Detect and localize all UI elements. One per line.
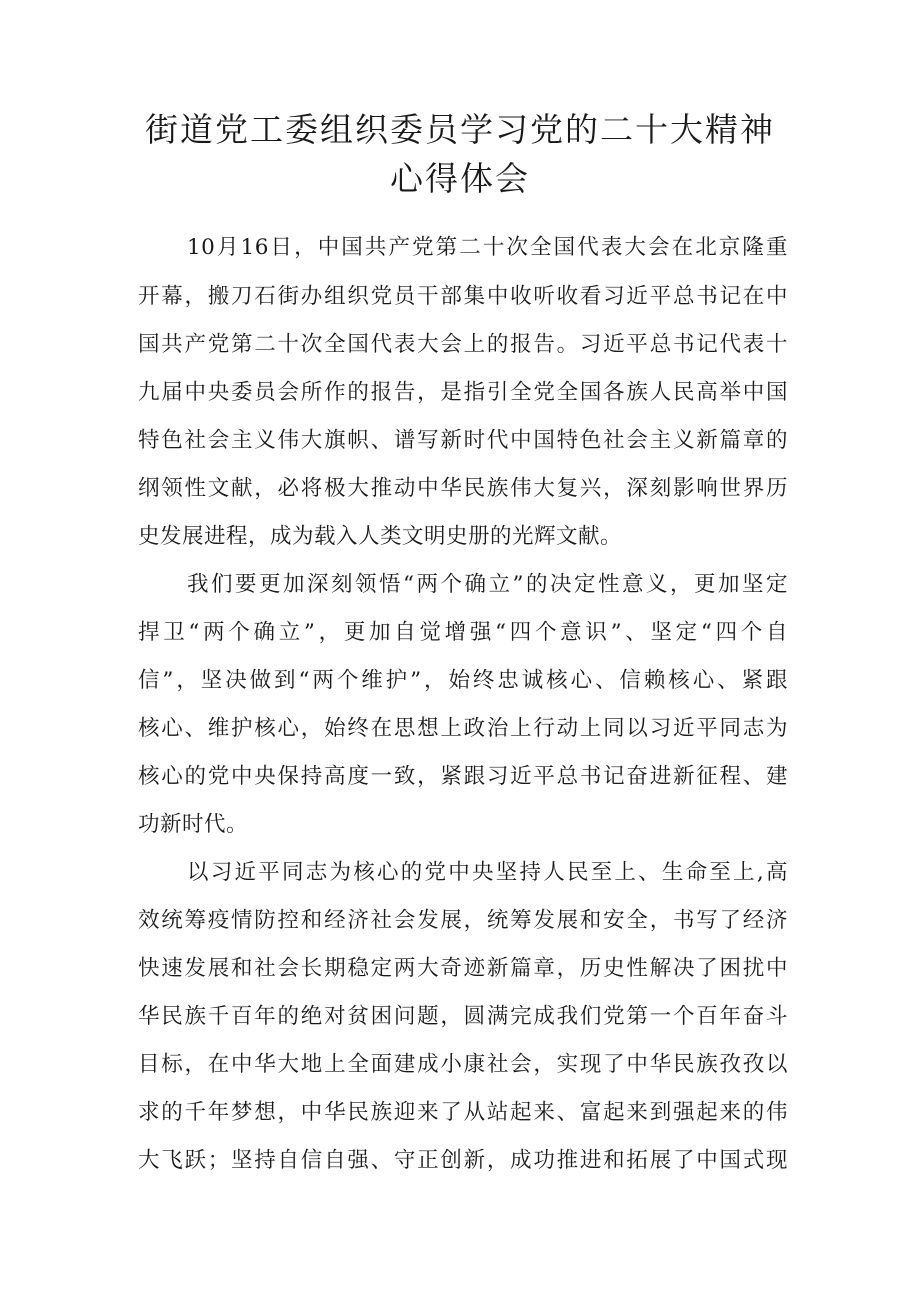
paragraph-line: 求的千年梦想，中华民族迎来了从站起来、富起来到强起来的伟: [138, 1100, 788, 1125]
paragraph-line: 核心、维护核心，始终在思想上政治上行动上同以习近平同志为: [138, 716, 788, 741]
paragraph-line: 核心的党中央保持高度一致，紧跟习近平总书记奋进新征程、建: [138, 764, 788, 789]
paragraph-line: 10月16日，中国共产党第二十次全国代表大会在北京隆重: [187, 235, 788, 260]
paragraph-line: 国共产党第二十次全国代表大会上的报告。习近平总书记代表十: [138, 332, 788, 357]
paragraph-line: 华民族千百年的绝对贫困问题，圆满完成我们党第一个百年奋斗: [138, 1004, 788, 1029]
paragraph-line: 功新时代。: [138, 812, 249, 837]
paragraph-line: 信”，坚决做到“两个维护”，始终忠诚核心、信赖核心、紧跟: [138, 668, 788, 693]
document-title-line-1: 街道党工委组织委员学习党的二十大精神: [145, 110, 775, 149]
paragraph-line: 大飞跃；坚持自信自强、守正创新，成功推进和拓展了中国式现: [138, 1148, 788, 1173]
paragraph-line: 目标，在中华大地上全面建成小康社会，实现了中华民族孜孜以: [138, 1052, 788, 1077]
paragraph-line: 以习近平同志为核心的党中央坚持人民至上、生命至上,高: [187, 860, 788, 885]
paragraph-line: 捍卫“两个确立”，更加自觉增强“四个意识”、坚定“四个自: [138, 620, 788, 645]
paragraph-line: 纲领性文献，必将极大推动中华民族伟大复兴，深刻影响世界历: [138, 476, 788, 501]
paragraph-line: 快速发展和社会长期稳定两大奇迹新篇章，历史性解决了困扰中: [138, 956, 788, 981]
paragraph-line: 史发展进程，成为载入人类文明史册的光辉文献。: [138, 524, 623, 549]
paragraph-line: 效统筹疫情防控和经济社会发展，统筹发展和安全，书写了经济: [138, 908, 788, 933]
paragraph-line: 特色社会主义伟大旗帜、谱写新时代中国特色社会主义新篇章的: [138, 428, 788, 453]
paragraph-line: 我们要更加深刻领悟“两个确立”的决定性意义，更加坚定: [187, 572, 788, 597]
paragraph-line: 开幕，搬刀石街办组织党员干部集中收听收看习近平总书记在中: [138, 284, 788, 309]
paragraph-line: 九届中央委员会所作的报告，是指引全党全国各族人民高举中国: [138, 380, 788, 405]
document-title-line-2: 心得体会: [390, 159, 530, 198]
